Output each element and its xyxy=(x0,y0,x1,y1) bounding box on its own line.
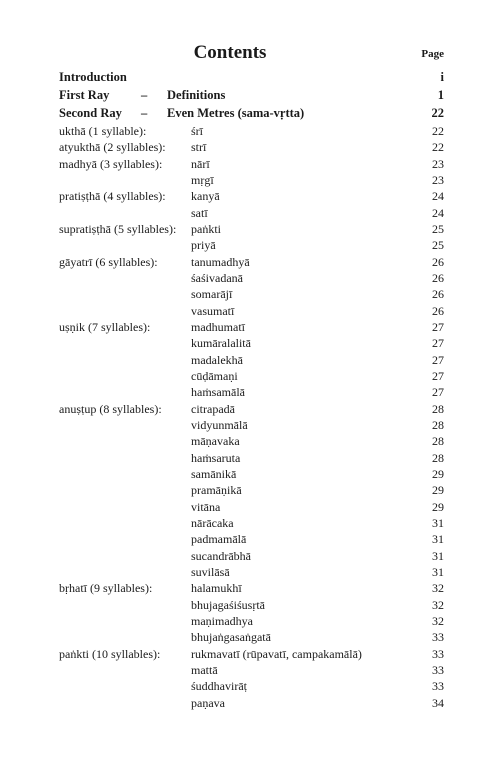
toc-entry xyxy=(59,222,444,237)
entry-page: 31 xyxy=(432,515,444,530)
entry-page: 28 xyxy=(432,417,444,432)
metre-name: mattā xyxy=(191,662,218,677)
metre-name: paṇava xyxy=(191,695,225,710)
entry-page: 1 xyxy=(437,88,444,102)
entry-page: 28 xyxy=(432,450,444,465)
entry-page: 27 xyxy=(432,320,444,334)
entry-label: First Ray xyxy=(59,88,110,102)
entry-page: 34 xyxy=(432,695,444,710)
entry-section: Even Metres (sama-vṛtta) xyxy=(167,106,305,120)
metre-name: māṇavaka xyxy=(191,434,240,449)
toc-entry xyxy=(59,173,444,188)
entry-page: 27 xyxy=(432,385,444,400)
metre-name: priyā xyxy=(191,238,216,253)
metre-name: bhujaṅgasaṅgatā xyxy=(191,630,271,645)
toc-entry xyxy=(59,255,444,270)
toc-entry xyxy=(59,614,444,629)
entry-label: Introduction xyxy=(59,70,127,84)
metre-name: mṛgī xyxy=(191,173,214,187)
metre-name: paṅkti xyxy=(191,222,221,236)
entry-page: 29 xyxy=(432,466,444,481)
entry-dash: – xyxy=(141,106,148,120)
metre-name: vasumatī xyxy=(191,303,235,318)
metre-name: halamukhī xyxy=(191,581,242,596)
entry-page: 27 xyxy=(432,368,444,383)
toc-entry xyxy=(59,500,444,515)
metre-group: pratiṣṭhā (4 syllables): xyxy=(59,189,166,204)
toc-entry xyxy=(59,336,444,351)
metre-name: pramāṇikā xyxy=(191,483,242,498)
entry-page: 32 xyxy=(432,613,444,628)
entry-page: 25 xyxy=(432,238,444,253)
metre-name: nārācaka xyxy=(191,515,234,530)
entry-page: 24 xyxy=(432,189,444,204)
metre-name: strī xyxy=(191,140,207,155)
metre-name: kumāralalitā xyxy=(191,336,251,351)
metre-group: atyukthā (2 syllables): xyxy=(59,140,166,155)
entry-page: 32 xyxy=(432,581,444,596)
metre-name: bhujagaśiśusṛtā xyxy=(191,597,265,612)
entry-page: 31 xyxy=(432,548,444,563)
metre-group: anuṣṭup (8 syllables): xyxy=(59,401,162,416)
metre-name: śrī xyxy=(191,124,203,138)
metre-name: cūḍāmaṇi xyxy=(191,368,238,383)
entry-page: 27 xyxy=(432,352,444,367)
metre-name: madalekhā xyxy=(191,352,243,367)
entry-page: 33 xyxy=(432,630,444,645)
metre-name: maṇimadhya xyxy=(191,613,253,628)
metre-name: sucandrābhā xyxy=(191,548,251,563)
metre-name: haṁsaruta xyxy=(191,450,241,465)
entry-page: 22 xyxy=(432,124,444,138)
entry-page: i xyxy=(440,70,444,84)
metre-name: śuddhavirāṭ xyxy=(191,679,247,694)
toc-entry xyxy=(59,320,444,335)
metre-name: kanyā xyxy=(191,189,220,204)
toc-entry xyxy=(59,663,444,678)
toc-entry xyxy=(59,402,444,417)
toc-main-entry xyxy=(59,88,444,103)
metre-name: somarājī xyxy=(191,287,233,302)
metre-name: madhumatī xyxy=(191,320,245,334)
toc-entry xyxy=(59,140,444,155)
metre-name: vitāna xyxy=(191,499,221,514)
metre-name: haṁsamālā xyxy=(191,385,245,400)
entry-section: Definitions xyxy=(167,88,226,102)
metre-name: rukmavatī (rūpavatī, campakamālā) xyxy=(191,646,362,661)
toc-entry xyxy=(59,630,444,645)
entry-page: 32 xyxy=(432,597,444,612)
metre-name: tanumadhyā xyxy=(191,254,250,269)
entry-page: 26 xyxy=(432,287,444,302)
metre-group: ukthā (1 syllable): xyxy=(59,124,147,138)
entry-page: 33 xyxy=(432,679,444,694)
entry-page: 22 xyxy=(432,140,444,155)
page-title: Contents xyxy=(193,42,267,63)
toc-entry xyxy=(59,304,444,319)
metre-name: citrapadā xyxy=(191,401,235,416)
entry-page: 27 xyxy=(432,336,444,351)
toc-entry xyxy=(59,189,444,204)
metre-name: samānikā xyxy=(191,466,237,481)
toc-entry xyxy=(59,581,444,596)
metre-group: bṛhatī (9 syllables): xyxy=(59,581,153,596)
toc-entry xyxy=(59,451,444,466)
toc-entry xyxy=(59,353,444,368)
entry-dash: – xyxy=(141,88,148,102)
toc-entry xyxy=(59,418,444,433)
entry-page: 29 xyxy=(432,499,444,514)
toc-entry xyxy=(59,238,444,253)
entry-page: 33 xyxy=(432,662,444,677)
toc-entry xyxy=(59,483,444,498)
toc-entry xyxy=(59,598,444,613)
entry-page: 26 xyxy=(432,303,444,318)
metre-name: satī xyxy=(191,205,208,220)
toc-entry xyxy=(59,549,444,564)
metre-group: supratiṣṭhā (5 syllables): xyxy=(59,222,177,236)
entry-page: 29 xyxy=(432,483,444,498)
metre-group: uṣṇik (7 syllables): xyxy=(59,320,151,334)
page-column-header: Page xyxy=(421,48,444,60)
entry-page: 26 xyxy=(432,254,444,269)
toc-entry xyxy=(59,434,444,449)
entry-page: 31 xyxy=(432,532,444,547)
entry-page: 33 xyxy=(432,646,444,661)
metre-name: śaśivadanā xyxy=(191,271,243,285)
toc-main-entry xyxy=(59,70,444,85)
entry-page: 26 xyxy=(432,271,444,285)
metre-name: suvilāsā xyxy=(191,564,230,579)
metre-name: nārī xyxy=(191,156,210,171)
toc-entry xyxy=(59,206,444,221)
metre-group: madhyā (3 syllables): xyxy=(59,156,163,171)
entry-page: 25 xyxy=(432,222,444,236)
entry-page: 22 xyxy=(431,106,444,120)
toc-entry xyxy=(59,157,444,172)
toc-main-entry xyxy=(59,106,444,121)
metre-group: paṅkti (10 syllables): xyxy=(59,646,161,661)
entry-page: 28 xyxy=(432,434,444,449)
toc-entry xyxy=(59,565,444,580)
metre-group: gāyatrī (6 syllables): xyxy=(59,254,158,269)
entry-page: 28 xyxy=(432,401,444,416)
toc-entry xyxy=(59,124,444,139)
entry-page: 24 xyxy=(432,205,444,220)
toc-entry xyxy=(59,532,444,547)
toc-entry xyxy=(59,369,444,384)
metre-name: padmamālā xyxy=(191,532,247,547)
toc-entry xyxy=(59,647,444,662)
metre-name: vidyunmālā xyxy=(191,417,248,432)
toc-entry xyxy=(59,467,444,482)
entry-page: 31 xyxy=(432,564,444,579)
toc-entry xyxy=(59,287,444,302)
entry-page: 23 xyxy=(432,173,444,187)
toc-entry xyxy=(59,696,444,711)
entry-label: Second Ray xyxy=(59,106,122,120)
toc-entry xyxy=(59,271,444,286)
entry-page: 23 xyxy=(432,156,444,171)
toc-entry xyxy=(59,516,444,531)
toc-entry xyxy=(59,385,444,400)
toc-entry xyxy=(59,679,444,694)
